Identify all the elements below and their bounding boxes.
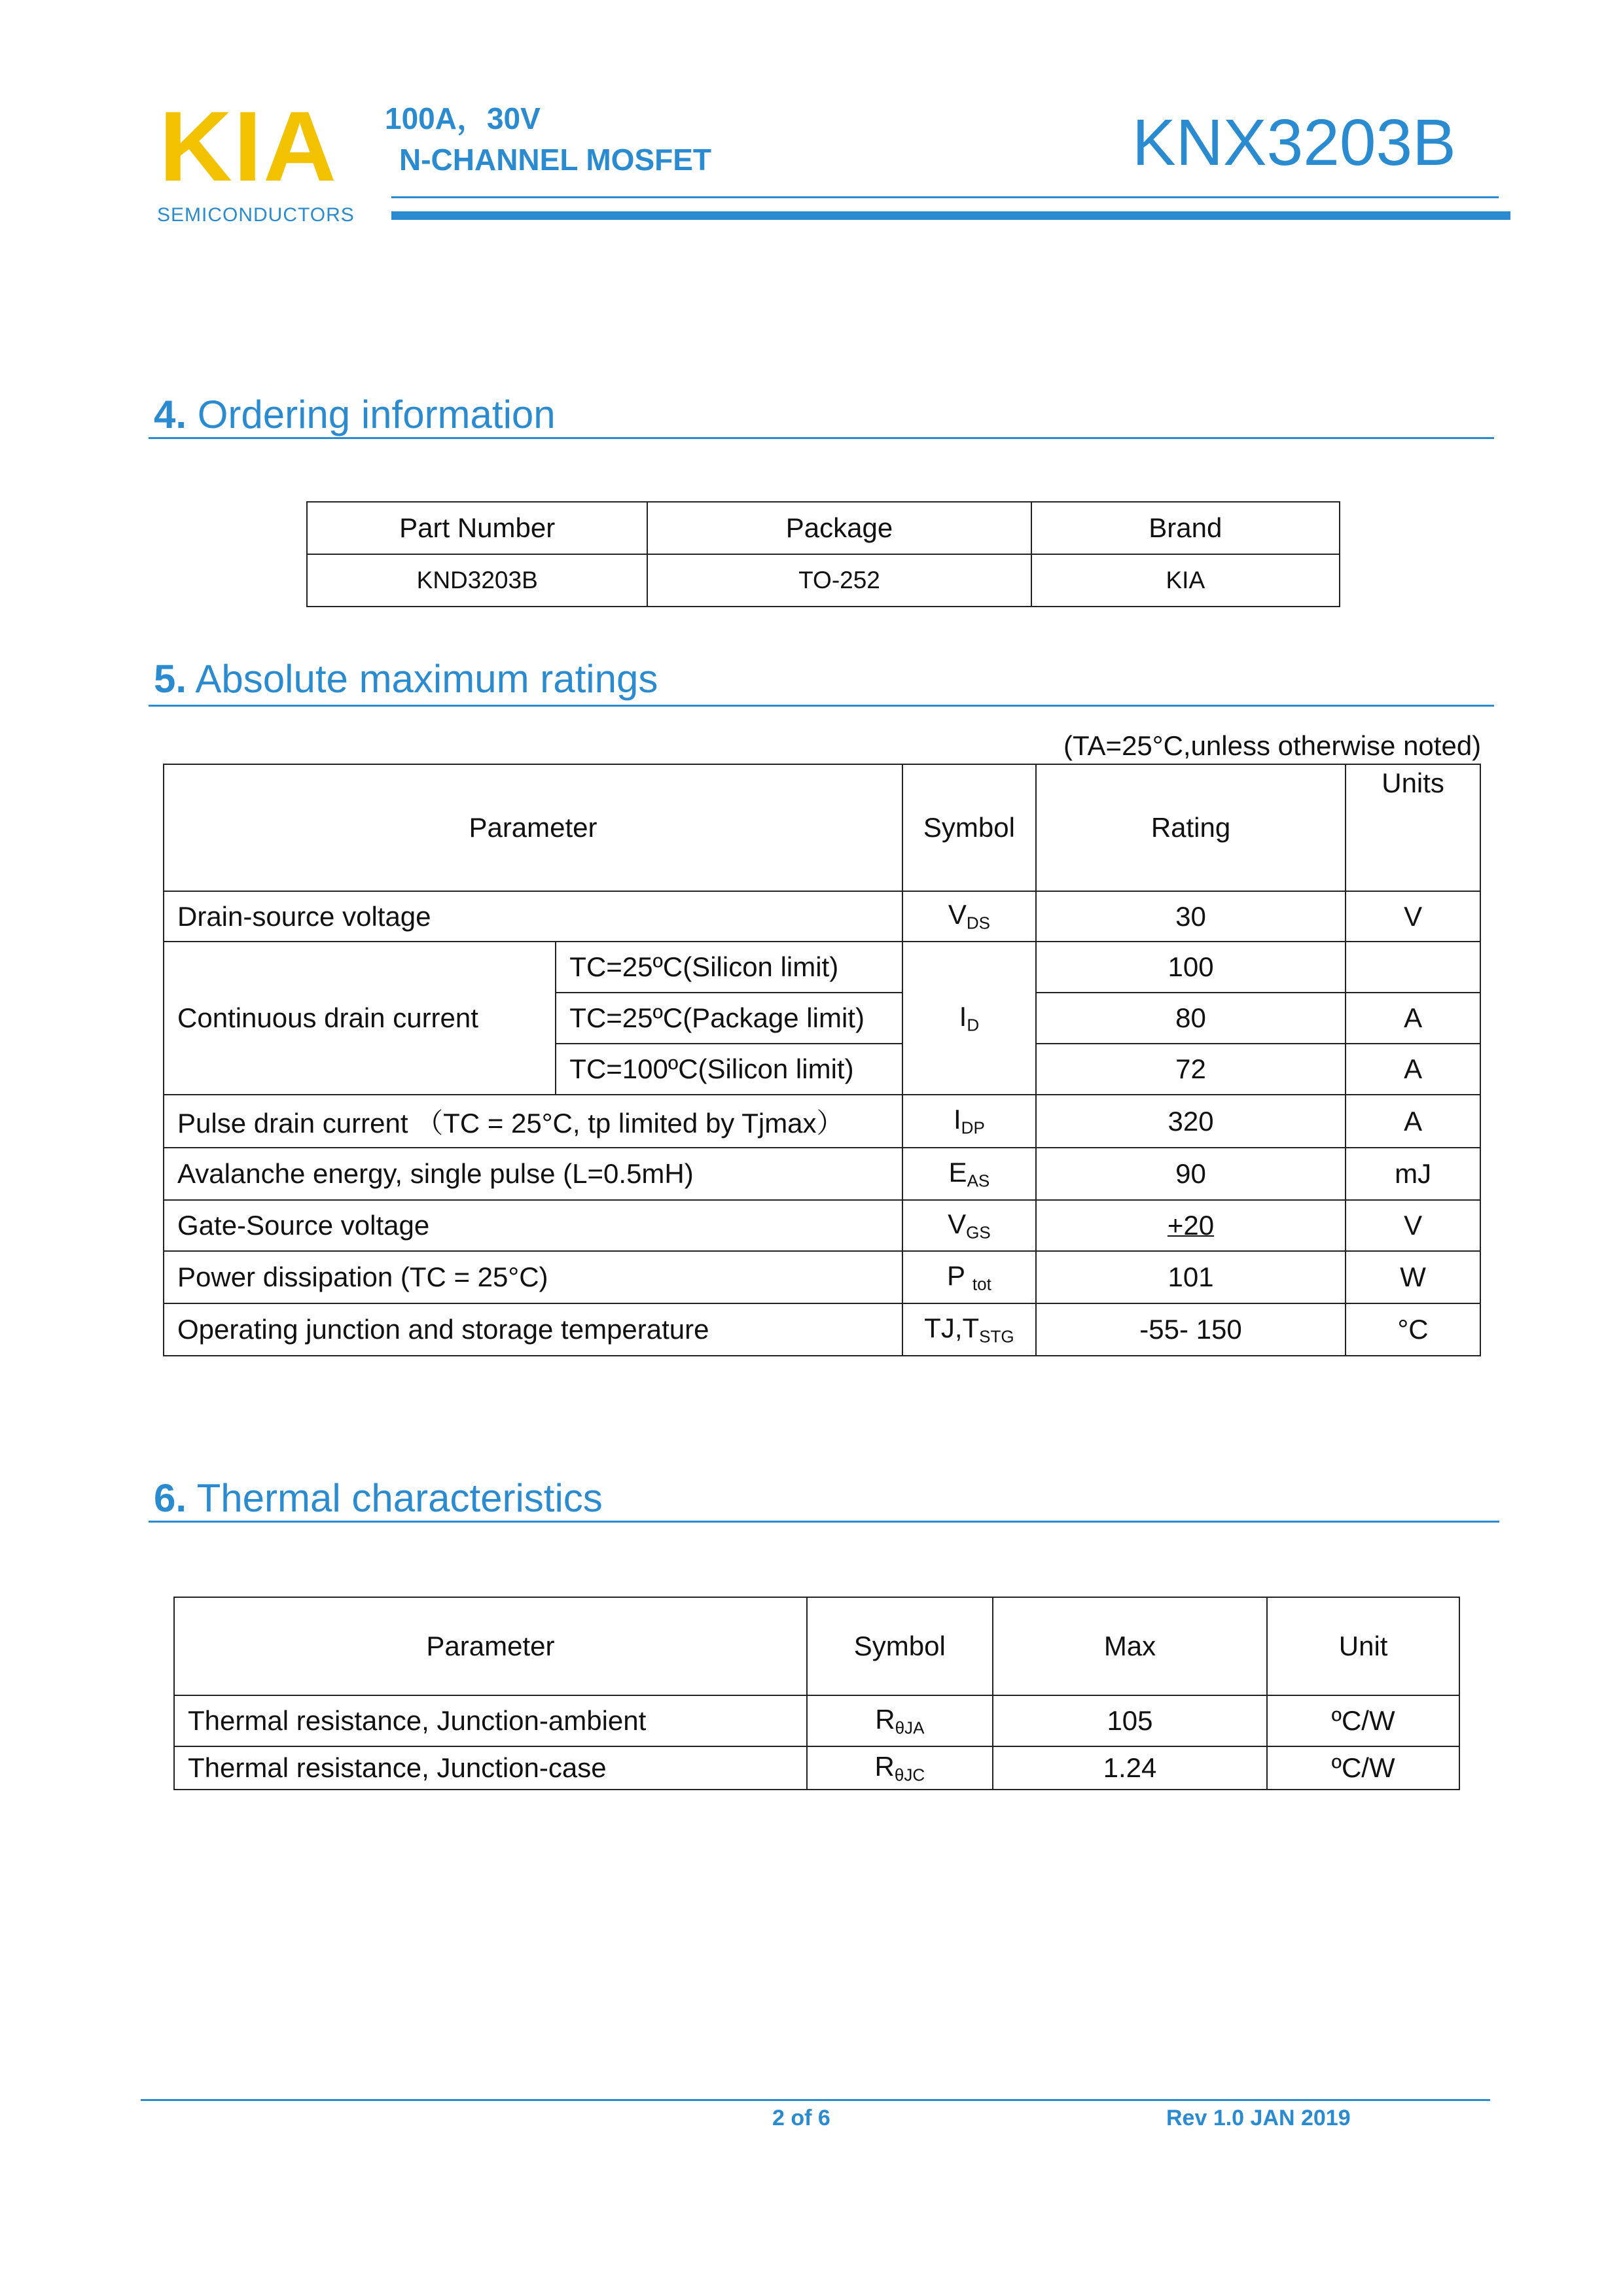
table-row <box>164 1200 1480 1251</box>
product-rating: 100A，30V <box>385 101 541 135</box>
symbol-id: $I_D$ <box>902 942 1036 1095</box>
product-type: N-CHANNEL MOSFET <box>399 143 712 177</box>
table-header-row <box>307 502 1340 554</box>
rating-idp: 320 <box>1036 1095 1346 1148</box>
symbol-rjc: $R_{\theta JC}$ <box>807 1746 993 1790</box>
header-parameter: Parameter <box>164 764 902 891</box>
section-5-number: 5. <box>154 657 187 701</box>
symbol-rja: $R_{\theta JA}$ <box>807 1695 993 1746</box>
unit-eas: mJ <box>1346 1148 1480 1200</box>
unit-id-1 <box>1346 942 1480 993</box>
symbol-tj: $TJ,T_{STG}$ <box>902 1303 1036 1356</box>
header-package: Package <box>647 502 1031 554</box>
product-description <box>385 98 711 181</box>
table-row <box>164 1251 1480 1303</box>
param-vgs: Gate-Source voltage <box>164 1200 902 1251</box>
conditions-note: (TA=25°C,unless otherwise noted) <box>1063 730 1482 761</box>
param-tj: Operating junction and storage temperature <box>164 1303 902 1356</box>
rating-vgs: +20 <box>1036 1200 1346 1251</box>
header-symbol: Symbol <box>807 1597 993 1695</box>
symbol-ptot: P $_{tot}$ <box>902 1251 1036 1303</box>
header-part-number: Part Number <box>307 502 647 554</box>
rating-eas: 90 <box>1036 1148 1346 1200</box>
header-rule-thin <box>391 196 1499 198</box>
header-symbol: Symbol <box>902 764 1036 891</box>
unit-tj: °C <box>1346 1303 1480 1356</box>
param-ptot: Power dissipation (TC = 25°C) <box>164 1251 902 1303</box>
unit-ptot: W <box>1346 1251 1480 1303</box>
table-row <box>164 942 1480 993</box>
section-4-label: Ordering information <box>197 393 556 436</box>
rating-id-3: 72 <box>1036 1044 1346 1095</box>
symbol-vgs: $V_{GS}$ <box>902 1200 1036 1251</box>
table-row <box>164 1095 1480 1148</box>
table-row <box>164 1303 1480 1356</box>
table-row <box>174 1746 1459 1790</box>
cell-package: TO-252 <box>647 554 1031 607</box>
param-id: Continuous drain current <box>164 942 556 1095</box>
section-6-label: Thermal characteristics <box>196 1476 603 1520</box>
unit-vgs: V <box>1346 1200 1480 1251</box>
rating-id-1: 100 <box>1036 942 1346 993</box>
page-number: 2 of 6 <box>772 2106 830 2130</box>
thermal-characteristics-table <box>173 1597 1460 1790</box>
param-vds: Drain-source voltage <box>164 891 902 942</box>
unit-rjc: ºC/W <box>1267 1746 1459 1790</box>
ordering-table <box>306 501 1340 607</box>
cell-part-number: KND3203B <box>307 554 647 607</box>
section-5-title <box>154 657 658 701</box>
condition-id-1: TC=25ºC(Silicon limit) <box>556 942 902 993</box>
absolute-max-ratings-table <box>163 764 1481 1356</box>
condition-id-3: TC=100ºC(Silicon limit) <box>556 1044 902 1095</box>
symbol-eas: $E_{AS}$ <box>902 1148 1036 1200</box>
section-6-title <box>154 1476 603 1520</box>
table-header-row <box>164 764 1480 891</box>
unit-vds: V <box>1346 891 1480 942</box>
header-rating: Rating <box>1036 764 1346 891</box>
cell-brand: KIA <box>1031 554 1340 607</box>
header-units: Units <box>1346 764 1480 891</box>
section-4-title <box>154 395 556 434</box>
header-parameter: Parameter <box>174 1597 807 1695</box>
part-number-title: KNX3203B <box>1132 106 1456 179</box>
kia-logo: KIA <box>159 91 338 202</box>
section-5-label: Absolute maximum ratings <box>195 657 658 701</box>
rating-vds: 30 <box>1036 891 1346 942</box>
param-eas: Avalanche energy, single pulse (L=0.5mH) <box>164 1148 902 1200</box>
section-4-number: 4. <box>154 393 187 436</box>
param-rjc: Thermal resistance, Junction-case <box>174 1746 807 1790</box>
rating-ptot: 101 <box>1036 1251 1346 1303</box>
logo-subtitle: SEMICONDUCTORS <box>157 204 355 226</box>
condition-id-2: TC=25ºC(Package limit) <box>556 993 902 1044</box>
symbol-vds: $V_{DS}$ <box>902 891 1036 942</box>
unit-rja: ºC/W <box>1267 1695 1459 1746</box>
header-rule-thick <box>391 211 1510 220</box>
table-row <box>164 1148 1480 1200</box>
param-idp: Pulse drain current （TC = 25°C, tp limited by Tjmax） <box>164 1095 902 1148</box>
unit-id-2: A <box>1346 993 1480 1044</box>
rating-id-2: 80 <box>1036 993 1346 1044</box>
table-row <box>174 1695 1459 1746</box>
unit-idp: A <box>1346 1095 1480 1148</box>
rating-tj: -55- 150 <box>1036 1303 1346 1356</box>
table-row <box>307 554 1340 607</box>
footer-rule <box>141 2099 1490 2101</box>
max-rjc: 1.24 <box>993 1746 1268 1790</box>
section-4-rule <box>149 437 1494 439</box>
table-header-row <box>174 1597 1459 1695</box>
header-max: Max <box>993 1597 1268 1695</box>
section-6-number: 6. <box>154 1476 187 1520</box>
revision: Rev 1.0 JAN 2019 <box>1166 2106 1351 2130</box>
max-rja: 105 <box>993 1695 1268 1746</box>
table-row <box>164 891 1480 942</box>
unit-id-3: A <box>1346 1044 1480 1095</box>
param-rja: Thermal resistance, Junction-ambient <box>174 1695 807 1746</box>
header-unit: Unit <box>1267 1597 1459 1695</box>
section-5-rule <box>149 705 1494 707</box>
header-brand: Brand <box>1031 502 1340 554</box>
section-6-rule <box>149 1521 1499 1523</box>
symbol-idp: $I_{DP}$ <box>902 1095 1036 1148</box>
